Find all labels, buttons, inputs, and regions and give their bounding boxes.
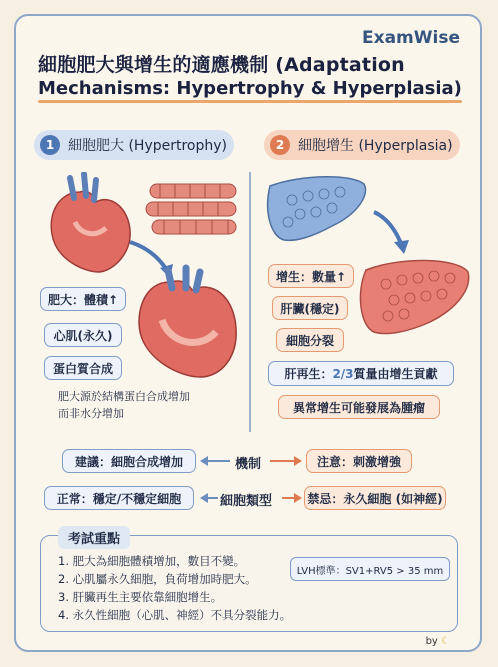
pill-protein-synthesis: 蛋白質合成 bbox=[44, 356, 122, 380]
enlarged-liver-illustration bbox=[360, 260, 468, 333]
pill-liver-stable: 肝臟(穩定) bbox=[272, 296, 348, 320]
normal-box: 正常：穩定/不穩定細胞 bbox=[44, 486, 194, 510]
list-item: 3. 肝臟再生主要依靠細胞增生。 bbox=[58, 590, 223, 604]
row-arrows bbox=[196, 444, 306, 504]
contraindication-box: 禁忌：永久細胞 (如神經) bbox=[304, 486, 446, 510]
pill-cell-division: 細胞分裂 bbox=[276, 328, 344, 352]
regen-fraction: 2/3 bbox=[332, 366, 354, 381]
arrow-icon bbox=[374, 212, 409, 254]
list-item: 4. 永久性細胞（心肌、神經）不具分裂能力。 bbox=[58, 608, 292, 622]
note-line: 肥大源於結構蛋白合成增加 bbox=[58, 390, 190, 403]
credit-text: by bbox=[425, 636, 438, 647]
arrow-icon bbox=[200, 456, 302, 466]
section-label: 細胞增生 (Hyperplasia) bbox=[298, 138, 453, 154]
section-header-hypertrophy bbox=[34, 130, 234, 160]
liver-illustration bbox=[268, 177, 366, 241]
page-title-line1: 細胞肥大與增生的適應機制 (Adaptation bbox=[38, 54, 405, 76]
pill-hyperplasia-number: 增生：數量↑ bbox=[268, 264, 354, 288]
suggestion-box: 建議：細胞合成增加 bbox=[62, 449, 196, 473]
liver-regeneration-fact bbox=[268, 361, 454, 386]
enlarged-heart-illustration bbox=[139, 268, 236, 377]
heart-illustration bbox=[51, 174, 130, 272]
key-points-list bbox=[58, 552, 291, 624]
section-number: 2 bbox=[270, 135, 290, 155]
key-points-title: 考試重點 bbox=[58, 526, 130, 549]
section-header-hyperplasia bbox=[264, 130, 460, 160]
muscle-fibers-illustration bbox=[146, 184, 236, 234]
abnormal-hyperplasia-warning: 異常增生可能發展為腫瘤 bbox=[278, 395, 440, 419]
pill-hypertrophy-volume: 肥大：體積↑ bbox=[40, 287, 126, 311]
cell-type-label: 細胞類型 bbox=[220, 494, 273, 509]
brand-logo: ExamWise bbox=[362, 28, 460, 48]
list-item: 2. 心肌屬永久細胞，負荷增加時肥大。 bbox=[58, 572, 257, 586]
pill-cardiac-permanent: 心肌(永久) bbox=[44, 323, 122, 347]
banana-icon: ☾ bbox=[441, 636, 450, 647]
caution-box: 注意：刺激增強 bbox=[306, 449, 412, 473]
hypertrophy-illustrations bbox=[40, 172, 240, 382]
list-item: 1. 肥大為細胞體積增加，數目不變。 bbox=[58, 554, 246, 568]
title-underline bbox=[38, 100, 462, 103]
section-divider bbox=[249, 172, 251, 432]
regen-suffix: 質量由增生貢獻 bbox=[353, 367, 438, 381]
arrow-icon bbox=[200, 493, 302, 503]
page-title-line2-text: Mechanisms: Hypertrophy & Hyperplasia) bbox=[38, 78, 462, 99]
page-title-line2 bbox=[38, 78, 462, 99]
credit bbox=[426, 636, 450, 647]
section-label: 細胞肥大 (Hypertrophy) bbox=[68, 138, 227, 154]
section-number: 1 bbox=[40, 135, 60, 155]
mechanism-label: 機制 bbox=[235, 457, 262, 472]
note-line: 而非水分增加 bbox=[58, 407, 124, 420]
regen-prefix: 肝再生： bbox=[284, 367, 333, 381]
hypertrophy-note bbox=[58, 388, 190, 422]
lvh-criteria-badge: LVH標準：SV1+RV5 > 35 mm bbox=[290, 557, 450, 581]
